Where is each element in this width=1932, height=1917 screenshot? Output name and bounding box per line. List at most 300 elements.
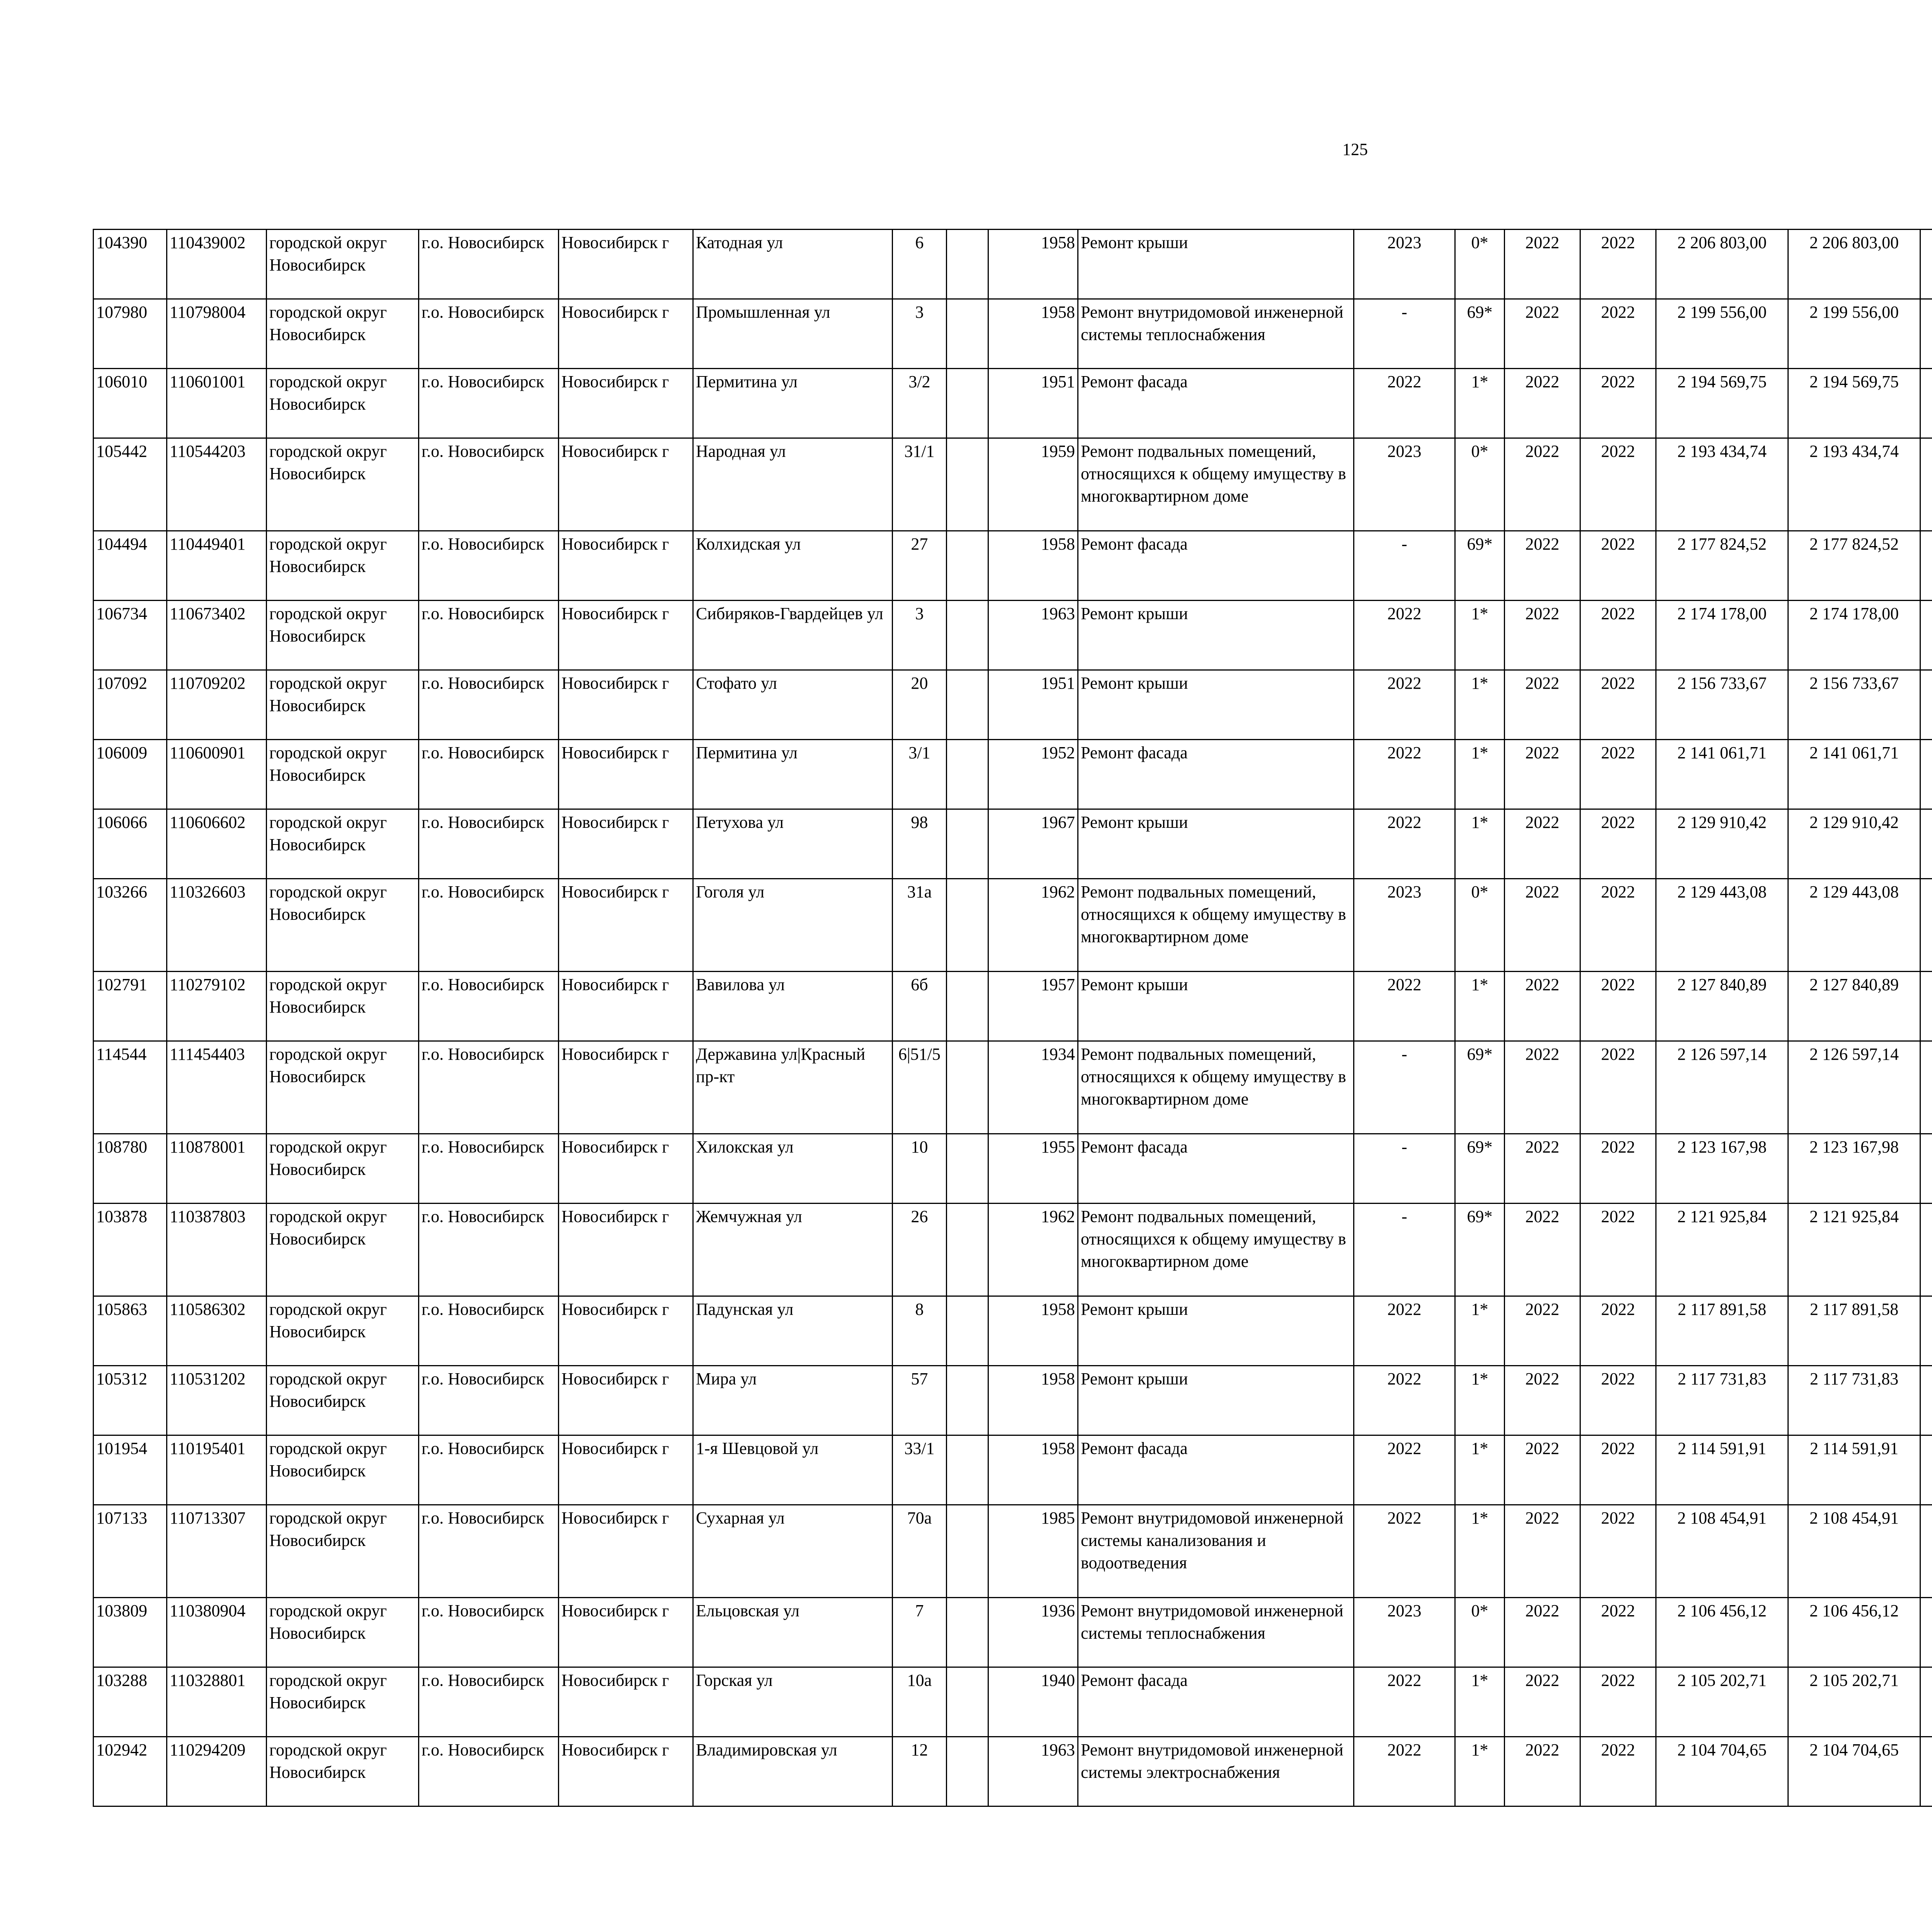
cell-city: Новосибирск г xyxy=(559,1296,693,1366)
cell-cost-fund: 2 129 443,08 xyxy=(1788,879,1920,972)
cell-start-year: 2022 xyxy=(1505,1204,1580,1296)
cell-city: Новосибирск г xyxy=(559,1204,693,1296)
table-row xyxy=(94,1598,1932,1667)
table-row xyxy=(94,1435,1932,1505)
cell-end-year: 2022 xyxy=(1580,1134,1656,1204)
cell-code: 110600901 xyxy=(167,740,267,809)
cell-house: 6 xyxy=(893,230,947,299)
table-row xyxy=(94,299,1932,369)
cell-building xyxy=(947,670,988,740)
cell-house: 26 xyxy=(893,1204,947,1296)
cell-street: Гоголя ул xyxy=(693,879,893,972)
cell-code: 110380904 xyxy=(167,1598,267,1667)
cell-plan-year: 2022 xyxy=(1354,972,1455,1041)
cell-plan-year: - xyxy=(1354,1041,1455,1134)
table-row xyxy=(94,1667,1932,1737)
cell-cost-total: 2 156 733,67 xyxy=(1656,670,1788,740)
cell-end-year: 2022 xyxy=(1580,1296,1656,1366)
cell-municipality: городской округ Новосибирск xyxy=(267,1366,419,1435)
cell-year: 1962 xyxy=(988,1204,1078,1296)
cell-year: 1958 xyxy=(988,1366,1078,1435)
cell-plan-year: 2022 xyxy=(1354,1366,1455,1435)
cell-settlement-type: г.о. Новосибирск xyxy=(419,1296,559,1366)
cell-end-year: 2022 xyxy=(1580,1435,1656,1505)
cell-house: 8 xyxy=(893,1296,947,1366)
cell-work: Ремонт крыши xyxy=(1078,972,1354,1041)
cell-cost-fund: 2 156 733,67 xyxy=(1788,670,1920,740)
cell-work: Ремонт подвальных помещений, относящихся к общему имуществу в многоквартирном доме xyxy=(1078,879,1354,972)
cell-cost-total: 2 177 824,52 xyxy=(1656,531,1788,601)
cell-end-year: 2022 xyxy=(1580,1041,1656,1134)
cell-house: 3 xyxy=(893,601,947,670)
cell-street: Петухова ул xyxy=(693,809,893,879)
cell-cost-fund: 2 104 704,65 xyxy=(1788,1737,1920,1806)
cell-cost-fund: 2 193 434,74 xyxy=(1788,438,1920,531)
cell-settlement-type: г.о. Новосибирск xyxy=(419,879,559,972)
cell-id: 106066 xyxy=(94,809,167,879)
cell-end-year: 2022 xyxy=(1580,740,1656,809)
cell-house: 10а xyxy=(893,1667,947,1737)
cell-year: 1958 xyxy=(988,531,1078,601)
cell-cost-fund: 2 123 167,98 xyxy=(1788,1134,1920,1204)
cell-cost-fund: 2 117 731,83 xyxy=(1788,1366,1920,1435)
cell-cost-total: 2 108 454,91 xyxy=(1656,1505,1788,1598)
cell-end-year: 2022 xyxy=(1580,1366,1656,1435)
cell-city: Новосибирск г xyxy=(559,1435,693,1505)
cell-municipality: городской округ Новосибирск xyxy=(267,1134,419,1204)
cell-city: Новосибирск г xyxy=(559,1667,693,1737)
cell-start-year: 2022 xyxy=(1505,1667,1580,1737)
cell-id: 107980 xyxy=(94,299,167,369)
cell-cost-fund: 2 141 061,71 xyxy=(1788,740,1920,809)
cell-id: 107133 xyxy=(94,1505,167,1598)
cell-start-year: 2022 xyxy=(1505,438,1580,531)
cell-city: Новосибирск г xyxy=(559,972,693,1041)
cell-settlement-type: г.о. Новосибирск xyxy=(419,1204,559,1296)
cell-code: 110328801 xyxy=(167,1667,267,1737)
cell-building xyxy=(947,230,988,299)
cell-wear: 1* xyxy=(1455,809,1505,879)
cell-cost-total: 2 194 569,75 xyxy=(1656,369,1788,438)
cell-cost-fund: 2 194 569,75 xyxy=(1788,369,1920,438)
cell-settlement-type: г.о. Новосибирск xyxy=(419,1667,559,1737)
table-row xyxy=(94,1366,1932,1435)
cell-cost-fund: 2 114 591,91 xyxy=(1788,1435,1920,1505)
cell-id: 106009 xyxy=(94,740,167,809)
cell-settlement-type: г.о. Новосибирск xyxy=(419,601,559,670)
cell-house: 20 xyxy=(893,670,947,740)
cell-cost-a xyxy=(1920,601,1932,670)
cell-id: 106010 xyxy=(94,369,167,438)
cell-id: 107092 xyxy=(94,670,167,740)
cell-year: 1958 xyxy=(988,1435,1078,1505)
cell-work: Ремонт крыши xyxy=(1078,1296,1354,1366)
cell-plan-year: 2023 xyxy=(1354,438,1455,531)
cell-start-year: 2022 xyxy=(1505,809,1580,879)
cell-street: Колхидская ул xyxy=(693,531,893,601)
cell-street: Промышленная ул xyxy=(693,299,893,369)
cell-wear: 1* xyxy=(1455,369,1505,438)
cell-year: 1951 xyxy=(988,670,1078,740)
cell-street: Горская ул xyxy=(693,1667,893,1737)
cell-building xyxy=(947,1598,988,1667)
cell-cost-fund: 2 126 597,14 xyxy=(1788,1041,1920,1134)
cell-city: Новосибирск г xyxy=(559,438,693,531)
cell-work: Ремонт фасада xyxy=(1078,740,1354,809)
cell-street: Катодная ул xyxy=(693,230,893,299)
cell-settlement-type: г.о. Новосибирск xyxy=(419,1435,559,1505)
cell-end-year: 2022 xyxy=(1580,369,1656,438)
cell-start-year: 2022 xyxy=(1505,601,1580,670)
cell-code: 110586302 xyxy=(167,1296,267,1366)
cell-end-year: 2022 xyxy=(1580,879,1656,972)
cell-municipality: городской округ Новосибирск xyxy=(267,972,419,1041)
cell-cost-total: 2 117 731,83 xyxy=(1656,1366,1788,1435)
cell-cost-total: 2 123 167,98 xyxy=(1656,1134,1788,1204)
cell-street: Ельцовская ул xyxy=(693,1598,893,1667)
cell-municipality: городской округ Новосибирск xyxy=(267,809,419,879)
cell-street: Мира ул xyxy=(693,1366,893,1435)
cell-start-year: 2022 xyxy=(1505,230,1580,299)
cell-cost-fund: 2 174 178,00 xyxy=(1788,601,1920,670)
cell-cost-fund: 2 129 910,42 xyxy=(1788,809,1920,879)
cell-cost-total: 2 129 910,42 xyxy=(1656,809,1788,879)
cell-end-year: 2022 xyxy=(1580,230,1656,299)
cell-work: Ремонт фасада xyxy=(1078,1667,1354,1737)
cell-cost-fund: 2 105 202,71 xyxy=(1788,1667,1920,1737)
cell-wear: 69* xyxy=(1455,299,1505,369)
cell-work: Ремонт внутридомовой инженерной системы теплоснабжения xyxy=(1078,299,1354,369)
cell-house: 10 xyxy=(893,1134,947,1204)
cell-wear: 1* xyxy=(1455,1296,1505,1366)
cell-plan-year: - xyxy=(1354,1204,1455,1296)
cell-end-year: 2022 xyxy=(1580,1737,1656,1806)
cell-wear: 0* xyxy=(1455,1598,1505,1667)
cell-cost-total: 2 129 443,08 xyxy=(1656,879,1788,972)
cell-street: Жемчужная ул xyxy=(693,1204,893,1296)
cell-municipality: городской округ Новосибирск xyxy=(267,1737,419,1806)
table-row xyxy=(94,230,1932,299)
cell-city: Новосибирск г xyxy=(559,879,693,972)
cell-street: Владимировская ул xyxy=(693,1737,893,1806)
cell-settlement-type: г.о. Новосибирск xyxy=(419,1505,559,1598)
cell-cost-a xyxy=(1920,740,1932,809)
cell-municipality: городской округ Новосибирск xyxy=(267,1435,419,1505)
cell-city: Новосибирск г xyxy=(559,230,693,299)
cell-plan-year: - xyxy=(1354,531,1455,601)
cell-start-year: 2022 xyxy=(1505,879,1580,972)
cell-wear: 1* xyxy=(1455,1505,1505,1598)
cell-work: Ремонт крыши xyxy=(1078,670,1354,740)
table-row xyxy=(94,1296,1932,1366)
cell-municipality: городской округ Новосибирск xyxy=(267,531,419,601)
cell-building xyxy=(947,1667,988,1737)
cell-work: Ремонт крыши xyxy=(1078,809,1354,879)
cell-work: Ремонт крыши xyxy=(1078,1366,1354,1435)
cell-start-year: 2022 xyxy=(1505,1505,1580,1598)
cell-year: 1963 xyxy=(988,1737,1078,1806)
cell-year: 1958 xyxy=(988,1296,1078,1366)
cell-cost-total: 2 141 061,71 xyxy=(1656,740,1788,809)
cell-start-year: 2022 xyxy=(1505,1737,1580,1806)
cell-settlement-type: г.о. Новосибирск xyxy=(419,1598,559,1667)
cell-plan-year: 2022 xyxy=(1354,601,1455,670)
cell-cost-total: 2 121 925,84 xyxy=(1656,1204,1788,1296)
cell-plan-year: 2022 xyxy=(1354,670,1455,740)
cell-street: Пермитина ул xyxy=(693,740,893,809)
cell-municipality: городской округ Новосибирск xyxy=(267,1505,419,1598)
cell-code: 111454403 xyxy=(167,1041,267,1134)
cell-plan-year: 2022 xyxy=(1354,1737,1455,1806)
cell-cost-a xyxy=(1920,1505,1932,1598)
cell-cost-total: 2 114 591,91 xyxy=(1656,1435,1788,1505)
cell-id: 106734 xyxy=(94,601,167,670)
cell-street: Пермитина ул xyxy=(693,369,893,438)
cell-wear: 69* xyxy=(1455,531,1505,601)
cell-municipality: городской округ Новосибирск xyxy=(267,670,419,740)
cell-municipality: городской округ Новосибирск xyxy=(267,299,419,369)
cell-building xyxy=(947,1366,988,1435)
cell-house: 6|51/5 xyxy=(893,1041,947,1134)
cell-id: 102791 xyxy=(94,972,167,1041)
cell-id: 103288 xyxy=(94,1667,167,1737)
cell-municipality: городской округ Новосибирск xyxy=(267,740,419,809)
cell-cost-fund: 2 127 840,89 xyxy=(1788,972,1920,1041)
cell-cost-a xyxy=(1920,1041,1932,1134)
cell-building xyxy=(947,1041,988,1134)
cell-cost-a xyxy=(1920,1134,1932,1204)
cell-plan-year: 2022 xyxy=(1354,1505,1455,1598)
cell-city: Новосибирск г xyxy=(559,1598,693,1667)
cell-cost-fund: 2 206 803,00 xyxy=(1788,230,1920,299)
cell-plan-year: - xyxy=(1354,1134,1455,1204)
cell-house: 7 xyxy=(893,1598,947,1667)
cell-municipality: городской округ Новосибирск xyxy=(267,369,419,438)
cell-street: Сибиряков-Гвардейцев ул xyxy=(693,601,893,670)
cell-house: 33/1 xyxy=(893,1435,947,1505)
cell-building xyxy=(947,531,988,601)
cell-start-year: 2022 xyxy=(1505,670,1580,740)
cell-street: Падунская ул xyxy=(693,1296,893,1366)
cell-id: 104390 xyxy=(94,230,167,299)
cell-cost-total: 2 127 840,89 xyxy=(1656,972,1788,1041)
cell-year: 1955 xyxy=(988,1134,1078,1204)
cell-house: 98 xyxy=(893,809,947,879)
cell-id: 101954 xyxy=(94,1435,167,1505)
cell-end-year: 2022 xyxy=(1580,438,1656,531)
cell-wear: 1* xyxy=(1455,670,1505,740)
cell-year: 1936 xyxy=(988,1598,1078,1667)
cell-start-year: 2022 xyxy=(1505,740,1580,809)
cell-id: 103266 xyxy=(94,879,167,972)
cell-cost-fund: 2 106 456,12 xyxy=(1788,1598,1920,1667)
cell-work: Ремонт подвальных помещений, относящихся к общему имуществу в многоквартирном доме xyxy=(1078,1041,1354,1134)
cell-house: 3/2 xyxy=(893,369,947,438)
cell-code: 110195401 xyxy=(167,1435,267,1505)
cell-work: Ремонт фасада xyxy=(1078,1435,1354,1505)
cell-cost-a xyxy=(1920,809,1932,879)
cell-building xyxy=(947,1296,988,1366)
cell-cost-a xyxy=(1920,438,1932,531)
cell-settlement-type: г.о. Новосибирск xyxy=(419,438,559,531)
cell-wear: 1* xyxy=(1455,1737,1505,1806)
cell-cost-a xyxy=(1920,230,1932,299)
cell-building xyxy=(947,1737,988,1806)
cell-code: 110878001 xyxy=(167,1134,267,1204)
cell-plan-year: - xyxy=(1354,299,1455,369)
table-row xyxy=(94,1204,1932,1296)
cell-city: Новосибирск г xyxy=(559,1041,693,1134)
cell-settlement-type: г.о. Новосибирск xyxy=(419,809,559,879)
cell-cost-a xyxy=(1920,670,1932,740)
cell-code: 110449401 xyxy=(167,531,267,601)
cell-code: 110673402 xyxy=(167,601,267,670)
cell-street: Сухарная ул xyxy=(693,1505,893,1598)
cell-end-year: 2022 xyxy=(1580,299,1656,369)
cell-cost-fund: 2 117 891,58 xyxy=(1788,1296,1920,1366)
cell-code: 110544203 xyxy=(167,438,267,531)
cell-settlement-type: г.о. Новосибирск xyxy=(419,1737,559,1806)
cell-house: 6б xyxy=(893,972,947,1041)
cell-city: Новосибирск г xyxy=(559,531,693,601)
cell-cost-fund: 2 199 556,00 xyxy=(1788,299,1920,369)
cell-year: 1951 xyxy=(988,369,1078,438)
table-row xyxy=(94,879,1932,972)
cell-cost-a xyxy=(1920,879,1932,972)
cell-plan-year: 2023 xyxy=(1354,230,1455,299)
cell-building xyxy=(947,1134,988,1204)
cell-street: Державина ул|Красный пр-кт xyxy=(693,1041,893,1134)
cell-wear: 1* xyxy=(1455,1667,1505,1737)
cell-plan-year: 2022 xyxy=(1354,369,1455,438)
cell-id: 108780 xyxy=(94,1134,167,1204)
cell-id: 105863 xyxy=(94,1296,167,1366)
cell-work: Ремонт фасада xyxy=(1078,369,1354,438)
page-number: 125 xyxy=(1342,140,1368,159)
cell-code: 110294209 xyxy=(167,1737,267,1806)
cell-year: 1934 xyxy=(988,1041,1078,1134)
cell-street: 1-я Шевцовой ул xyxy=(693,1435,893,1505)
cell-wear: 1* xyxy=(1455,601,1505,670)
table-row xyxy=(94,670,1932,740)
cell-work: Ремонт внутридомовой инженерной системы электроснабжения xyxy=(1078,1737,1354,1806)
cell-code: 110601001 xyxy=(167,369,267,438)
cell-building xyxy=(947,972,988,1041)
cell-year: 1963 xyxy=(988,601,1078,670)
cell-year: 1959 xyxy=(988,438,1078,531)
cell-city: Новосибирск г xyxy=(559,369,693,438)
table-body xyxy=(94,230,1932,1806)
cell-building xyxy=(947,809,988,879)
cell-plan-year: 2022 xyxy=(1354,1296,1455,1366)
cell-work: Ремонт подвальных помещений, относящихся к общему имуществу в многоквартирном доме xyxy=(1078,1204,1354,1296)
cell-building xyxy=(947,438,988,531)
cell-work: Ремонт крыши xyxy=(1078,230,1354,299)
cell-work: Ремонт крыши xyxy=(1078,601,1354,670)
cell-municipality: городской округ Новосибирск xyxy=(267,601,419,670)
cell-plan-year: 2023 xyxy=(1354,879,1455,972)
cell-cost-total: 2 106 456,12 xyxy=(1656,1598,1788,1667)
cell-start-year: 2022 xyxy=(1505,531,1580,601)
cell-plan-year: 2022 xyxy=(1354,1435,1455,1505)
cell-end-year: 2022 xyxy=(1580,1204,1656,1296)
table-row xyxy=(94,972,1932,1041)
cell-city: Новосибирск г xyxy=(559,1737,693,1806)
cell-wear: 69* xyxy=(1455,1041,1505,1134)
cell-cost-a xyxy=(1920,1667,1932,1737)
cell-house: 12 xyxy=(893,1737,947,1806)
cell-start-year: 2022 xyxy=(1505,1134,1580,1204)
cell-start-year: 2022 xyxy=(1505,1366,1580,1435)
cell-cost-a xyxy=(1920,1366,1932,1435)
cell-code: 110709202 xyxy=(167,670,267,740)
cell-city: Новосибирск г xyxy=(559,809,693,879)
cell-wear: 0* xyxy=(1455,230,1505,299)
cell-settlement-type: г.о. Новосибирск xyxy=(419,1134,559,1204)
cell-wear: 0* xyxy=(1455,438,1505,531)
cell-id: 114544 xyxy=(94,1041,167,1134)
cell-house: 57 xyxy=(893,1366,947,1435)
cell-cost-a xyxy=(1920,531,1932,601)
cell-code: 110713307 xyxy=(167,1505,267,1598)
cell-start-year: 2022 xyxy=(1505,1296,1580,1366)
cell-id: 103809 xyxy=(94,1598,167,1667)
cell-building xyxy=(947,879,988,972)
cell-id: 102942 xyxy=(94,1737,167,1806)
cell-house: 3 xyxy=(893,299,947,369)
cell-cost-total: 2 126 597,14 xyxy=(1656,1041,1788,1134)
cell-code: 110439002 xyxy=(167,230,267,299)
cell-year: 1962 xyxy=(988,879,1078,972)
table-row xyxy=(94,1041,1932,1134)
cell-plan-year: 2022 xyxy=(1354,1667,1455,1737)
cell-cost-fund: 2 108 454,91 xyxy=(1788,1505,1920,1598)
cell-code: 110798004 xyxy=(167,299,267,369)
cell-end-year: 2022 xyxy=(1580,1598,1656,1667)
cell-work: Ремонт подвальных помещений, относящихся к общему имуществу в многоквартирном доме xyxy=(1078,438,1354,531)
cell-work: Ремонт внутридомовой инженерной системы теплоснабжения xyxy=(1078,1598,1354,1667)
cell-building xyxy=(947,601,988,670)
cell-building xyxy=(947,740,988,809)
table-row xyxy=(94,1505,1932,1598)
cell-end-year: 2022 xyxy=(1580,972,1656,1041)
cell-start-year: 2022 xyxy=(1505,1041,1580,1134)
cell-cost-a xyxy=(1920,1296,1932,1366)
cell-city: Новосибирск г xyxy=(559,601,693,670)
cell-municipality: городской округ Новосибирск xyxy=(267,438,419,531)
cell-work: Ремонт фасада xyxy=(1078,1134,1354,1204)
cell-year: 1967 xyxy=(988,809,1078,879)
cell-start-year: 2022 xyxy=(1505,369,1580,438)
cell-house: 31а xyxy=(893,879,947,972)
cell-code: 110326603 xyxy=(167,879,267,972)
cell-wear: 69* xyxy=(1455,1134,1505,1204)
cell-start-year: 2022 xyxy=(1505,299,1580,369)
cell-cost-total: 2 104 704,65 xyxy=(1656,1737,1788,1806)
table-row xyxy=(94,531,1932,601)
cell-wear: 0* xyxy=(1455,879,1505,972)
cell-street: Стофато ул xyxy=(693,670,893,740)
cell-id: 104494 xyxy=(94,531,167,601)
cell-wear: 1* xyxy=(1455,1435,1505,1505)
cell-cost-a xyxy=(1920,369,1932,438)
cell-settlement-type: г.о. Новосибирск xyxy=(419,972,559,1041)
cell-municipality: городской округ Новосибирск xyxy=(267,879,419,972)
cell-house: 3/1 xyxy=(893,740,947,809)
cell-wear: 69* xyxy=(1455,1204,1505,1296)
cell-building xyxy=(947,1435,988,1505)
cell-cost-total: 2 193 434,74 xyxy=(1656,438,1788,531)
